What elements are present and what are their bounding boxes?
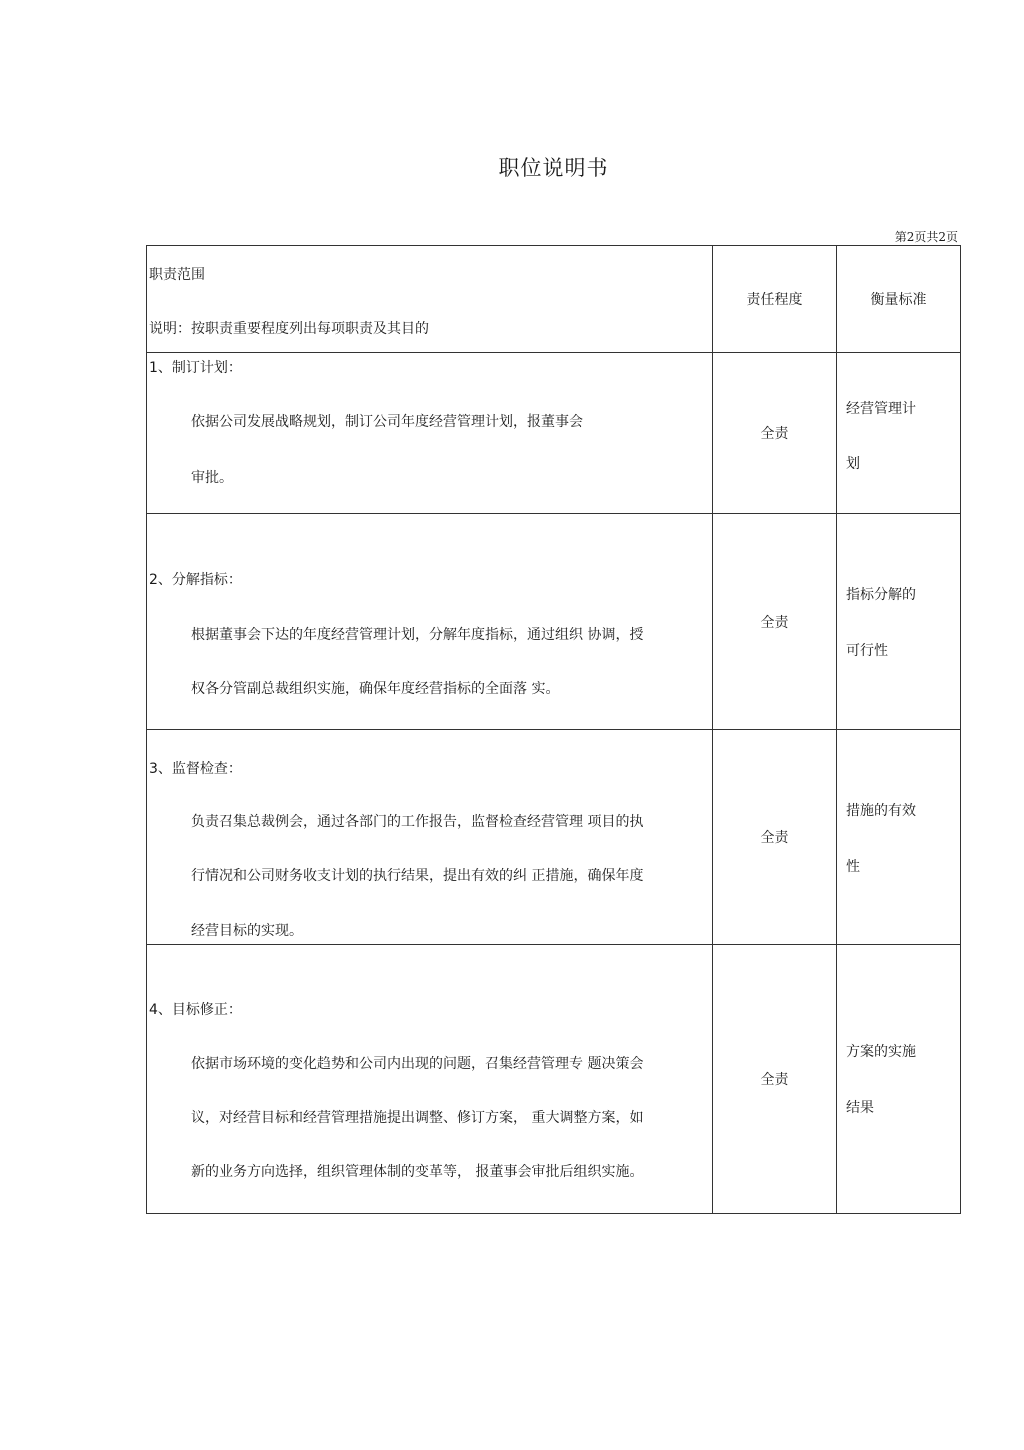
degree-value: 全责 xyxy=(713,730,837,945)
table-row xyxy=(147,514,961,730)
document-title: 职位说明书 xyxy=(498,156,609,180)
duty-cell xyxy=(147,945,713,1214)
duty-cell xyxy=(147,730,713,945)
duty-title: 2、分解指标： xyxy=(149,572,242,588)
standard-header: 衡量标准 xyxy=(837,246,961,353)
standard-value: 指标分解的 xyxy=(846,587,916,603)
degree-value: 全责 xyxy=(713,514,837,730)
duty-description: 新的业务方向选择，组织管理体制的变革等， 报董事会审批后组织实施。 xyxy=(191,1164,644,1180)
duty-cell xyxy=(147,514,713,730)
standard-value: 经营管理计 xyxy=(846,401,916,417)
table-row xyxy=(147,353,961,514)
duty-description: 依据市场环境的变化趋势和公司内出现的问题，召集经营管理专 题决策会 xyxy=(191,1056,644,1072)
duty-cell xyxy=(147,353,713,514)
table-row xyxy=(147,945,961,1214)
standard-value: 可行性 xyxy=(846,643,888,659)
degree-header: 责任程度 xyxy=(713,246,837,353)
page-number: 第2页共2页 xyxy=(894,230,958,244)
standard-value: 性 xyxy=(846,859,860,875)
duty-title: 1、制订计划： xyxy=(149,360,242,376)
table-header-row xyxy=(147,246,961,353)
scope-note: 说明：按职责重要程度列出每项职责及其目的 xyxy=(149,321,429,337)
duty-description: 议，对经营目标和经营管理措施提出调整、修订方案， 重大调整方案，如 xyxy=(191,1110,644,1126)
degree-value: 全责 xyxy=(713,945,837,1214)
standard-value: 方案的实施 xyxy=(846,1044,916,1060)
standard-value: 措施的有效 xyxy=(846,803,916,819)
scope-header: 职责范围 xyxy=(149,267,205,283)
standard-cell xyxy=(837,514,961,730)
scope-header-cell xyxy=(147,246,713,353)
duty-description: 经营目标的实现。 xyxy=(191,923,303,939)
standard-value: 划 xyxy=(846,456,860,472)
duty-description: 根据董事会下达的年度经营管理计划，分解年度指标，通过组织 协调，授 xyxy=(191,627,644,643)
duty-title: 3、监督检查： xyxy=(149,761,242,777)
duties-table xyxy=(146,245,961,1214)
duty-description: 负责召集总裁例会，通过各部门的工作报告，监督检查经营管理 项目的执 xyxy=(191,814,644,830)
table-row xyxy=(147,730,961,945)
duty-description: 依据公司发展战略规划，制订公司年度经营管理计划，报董事会 xyxy=(191,414,583,430)
duty-description: 权各分管副总裁组织实施，确保年度经营指标的全面落 实。 xyxy=(191,681,560,697)
standard-cell xyxy=(837,730,961,945)
standard-value: 结果 xyxy=(846,1100,874,1116)
degree-value: 全责 xyxy=(713,353,837,514)
duty-description: 行情况和公司财务收支计划的执行结果，提出有效的纠 正措施，确保年度 xyxy=(191,868,644,884)
duty-description: 审批。 xyxy=(191,470,233,486)
duty-title: 4、目标修正： xyxy=(149,1002,242,1018)
standard-cell xyxy=(837,353,961,514)
standard-cell xyxy=(837,945,961,1214)
